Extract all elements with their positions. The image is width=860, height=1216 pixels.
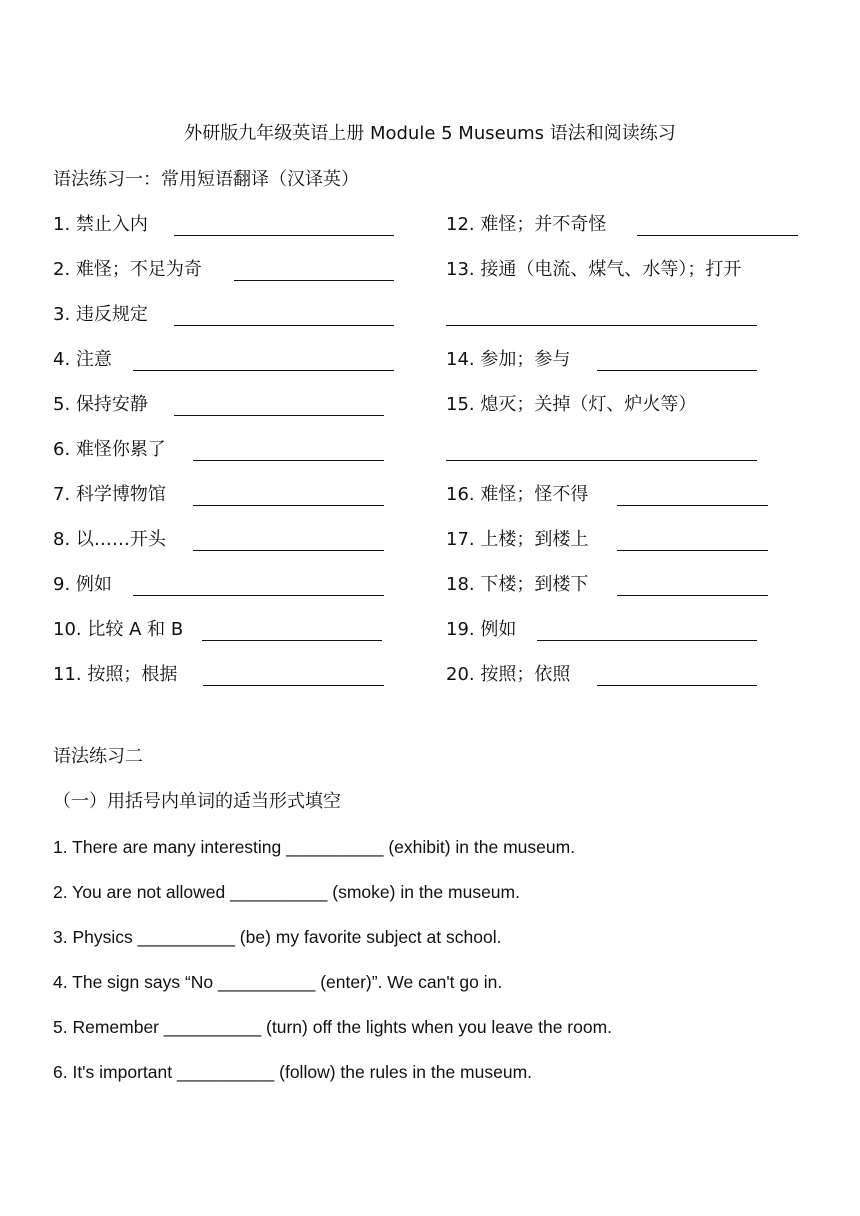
- answer-blank[interactable]: [193, 505, 384, 506]
- answer-blank[interactable]: [174, 325, 394, 326]
- answer-blank[interactable]: [234, 280, 394, 281]
- phrase-item: 3. 违反规定: [53, 304, 148, 325]
- phrase-item: 17. 上楼；到楼上: [446, 529, 589, 550]
- answer-blank[interactable]: [597, 685, 757, 686]
- exercise-item: 2. You are not allowed __________ (smoke) in the museum.: [53, 882, 520, 902]
- page-title: 外研版九年级英语上册 Module 5 Museums 语法和阅读练习: [184, 123, 676, 144]
- answer-blank[interactable]: [446, 325, 757, 326]
- answer-blank[interactable]: [597, 370, 757, 371]
- answer-blank[interactable]: [133, 595, 384, 596]
- phrase-item: 6. 难怪你累了: [53, 439, 166, 460]
- phrase-item: 11. 按照；根据: [53, 664, 178, 685]
- phrase-item: 2. 难怪；不足为奇: [53, 259, 202, 280]
- exercise-item: 5. Remember __________ (turn) off the lights when you leave the room.: [53, 1017, 613, 1037]
- answer-blank[interactable]: [617, 505, 768, 506]
- phrase-item: 1. 禁止入内: [53, 214, 148, 235]
- answer-blank[interactable]: [202, 640, 382, 641]
- answer-blank[interactable]: [193, 460, 384, 461]
- phrase-item: 18. 下楼；到楼下: [446, 574, 589, 595]
- answer-blank[interactable]: [203, 685, 384, 686]
- phrase-item: 7. 科学博物馆: [53, 484, 166, 505]
- exercise-item: 6. It's important __________ (follow) the rules in the museum.: [53, 1062, 533, 1082]
- phrase-item: 8. 以……开头: [53, 529, 166, 550]
- phrase-item: 19. 例如: [446, 619, 517, 640]
- phrase-item: 9. 例如: [53, 574, 112, 595]
- phrase-item: 15. 熄灭；关掉（灯、炉火等）: [446, 394, 697, 415]
- phrase-item: 20. 按照；依照: [446, 664, 571, 685]
- answer-blank[interactable]: [617, 595, 768, 596]
- answer-blank[interactable]: [174, 235, 394, 236]
- phrase-item: 14. 参加；参与: [446, 349, 571, 370]
- phrase-item: 13. 接通（电流、煤气、水等）；打开: [446, 259, 742, 280]
- phrase-item: 16. 难怪；怪不得: [446, 484, 589, 505]
- phrase-item: 5. 保持安静: [53, 394, 148, 415]
- answer-blank[interactable]: [617, 550, 768, 551]
- answer-blank[interactable]: [446, 460, 757, 461]
- section2-subheading: （一）用括号内单词的适当形式填空: [53, 791, 341, 812]
- section1-heading: 语法练习一：常用短语翻译（汉译英）: [53, 169, 359, 190]
- phrase-item: 12. 难怪；并不奇怪: [446, 214, 607, 235]
- answer-blank[interactable]: [174, 415, 384, 416]
- answer-blank[interactable]: [537, 640, 757, 641]
- answer-blank[interactable]: [193, 550, 384, 551]
- phrase-item: 10. 比较 A 和 B: [53, 619, 184, 640]
- exercise-item: 4. The sign says “No __________ (enter)”. We can't go in.: [53, 972, 503, 992]
- answer-blank[interactable]: [133, 370, 394, 371]
- exercise-item: 3. Physics __________ (be) my favorite subject at school.: [53, 927, 502, 947]
- answer-blank[interactable]: [637, 235, 798, 236]
- phrase-item: 4. 注意: [53, 349, 112, 370]
- section2-heading: 语法练习二: [53, 746, 143, 767]
- exercise-item: 1. There are many interesting __________ (exhibit) in the museum.: [53, 837, 576, 857]
